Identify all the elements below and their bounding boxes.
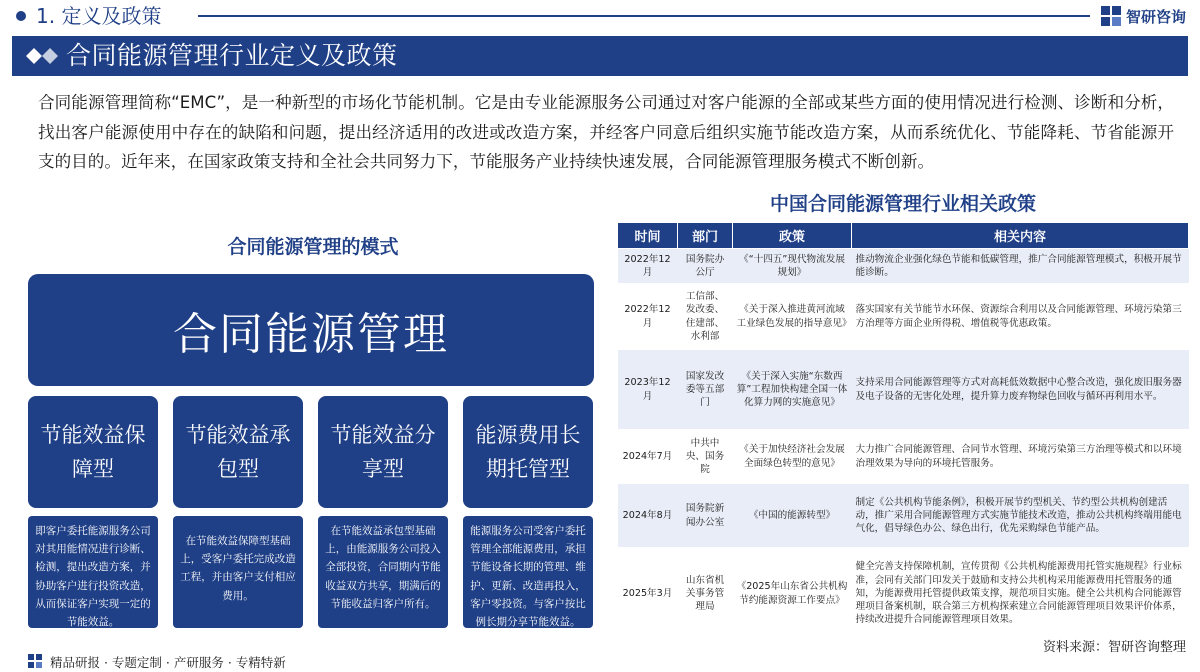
cell-content: 支持采用合同能源管理等方式对高耗低效数据中心整合改造，强化废旧服务器及电子设备的无害化处理，提升算力废弃物绿色回收与循环再利用水平。	[852, 350, 1189, 430]
table-row	[618, 484, 1189, 548]
footer-tagline: 精品研报 · 专题定制 · 产研服务 · 专精特新	[50, 655, 286, 670]
brand-logo-icon	[1100, 5, 1122, 27]
brand	[1100, 4, 1186, 28]
cell-time: 2025年3月	[618, 548, 678, 640]
mode-type-head	[463, 396, 593, 508]
cell-dept: 工信部、发改委、住建部、水利部	[678, 284, 733, 350]
cell-time: 2024年7月	[618, 430, 678, 484]
col-header-content: 相关内容	[852, 223, 1189, 249]
cell-content: 大力推广合同能源管理、合同节水管理、环境污染第三方治理等模式和以环境治理效果为导向的环境托管服务。	[852, 430, 1189, 484]
table-row	[618, 249, 1189, 284]
col-header-dept: 部门	[678, 223, 733, 249]
page-title: 合同能源管理行业定义及政策	[66, 41, 398, 70]
mode-type-desc: 能源服务公司受客户委托管理全部能源费用，承担节能设备长期的管理、维护、更新、改造再投入，客户零投资。与客户按比例长期分享节能效益。	[463, 516, 593, 628]
mode-type-name: 能源费用长期托管型	[475, 423, 581, 481]
table-row	[618, 430, 1189, 484]
header-divider	[198, 15, 1090, 17]
mode-type-head	[28, 396, 158, 508]
table-header-row	[618, 223, 1189, 249]
cell-policy: 《2025年山东省公共机构节约能源资源工作要点》	[733, 548, 852, 640]
mode-type-head	[173, 396, 303, 508]
cell-policy: 《中国的能源转型》	[733, 484, 852, 548]
title-banner	[12, 36, 1188, 76]
mode-type-contract	[173, 396, 303, 602]
table-row	[618, 350, 1189, 430]
cell-time: 2022年12月	[618, 284, 678, 350]
mode-type-name: 节能效益承包型	[185, 423, 291, 481]
mode-type-name: 节能效益保障型	[40, 423, 146, 481]
cell-dept: 国务院办公厅	[678, 249, 733, 284]
cell-policy: 《关于加快经济社会发展全面绿色转型的意见》	[733, 430, 852, 484]
mode-type-head	[318, 396, 448, 508]
cell-dept: 国家发改委等五部门	[678, 350, 733, 430]
cell-time: 2022年12月	[618, 249, 678, 284]
policy-table	[617, 222, 1189, 640]
cell-content: 制定《公共机构节能条例》，积极开展节约型机关、节约型公共机构创建活动，推广采用合同能源管理方式实施节能技术改造，推动公共机构终端用能电气化，倡导绿色办公、绿色出行，优先采购绿色节能产品。	[852, 484, 1189, 548]
cell-time: 2024年8月	[618, 484, 678, 548]
policy-table-title: 中国合同能源管理行业相关政策	[769, 193, 1036, 215]
section-bullet-icon	[16, 11, 26, 21]
mode-type-trusteeship	[463, 396, 593, 629]
cell-policy: 《关于深入推进黄河流域工业绿色发展的指导意见》	[733, 284, 852, 350]
mode-title: 合同能源管理的模式	[227, 236, 399, 258]
mode-type-guarantee	[28, 396, 158, 629]
cell-dept: 中共中央、国务院	[678, 430, 733, 484]
mode-main-label: 合同能源管理	[173, 309, 449, 360]
col-header-time: 时间	[618, 223, 678, 249]
brand-name: 智研咨询	[1125, 7, 1186, 26]
cell-policy: 《关于深入实施“东数西算”工程加快构建全国一体化算力网的实施意见》	[733, 350, 852, 430]
table-row	[618, 284, 1189, 350]
cell-dept: 国务院新闻办公室	[678, 484, 733, 548]
cell-content: 健全完善支持保障机制，宣传贯彻《公共机构能源费用托管实施规程》行业标准，会同有关部门印发关于鼓励和支持公共机构采用能源费用托管服务的通知，为能源费用托管提供政策支撑，规范项目实施。健全公共机构合同能源管理项目备案机制，联合第三方机构探索建立合同能源管理项目效果评价体系，持续改进提升合同能源管理项目效果。	[852, 548, 1189, 640]
source-note: 资料来源：智研咨询整理	[1042, 640, 1186, 655]
footer-logo-icon	[28, 654, 43, 669]
mode-type-desc: 在节能效益保障型基础上，受客户委托完成改造工程，并由客户支付相应费用。	[173, 516, 303, 628]
mode-type-share	[318, 396, 448, 610]
cell-content: 推动物流企业强化绿色节能和低碳管理，推广合同能源管理模式，积极开展节能诊断。	[852, 249, 1189, 284]
col-header-policy: 政策	[733, 223, 852, 249]
section-label: 1. 定义及政策	[36, 4, 162, 28]
footer	[0, 652, 1200, 672]
mode-type-desc: 在节能效益承包型基础上，由能源服务公司投入全部投资，合同期内节能收益双方共享，期满后的节能收益归客户所有。	[318, 516, 448, 628]
cell-time: 2023年12月	[618, 350, 678, 430]
mode-type-name: 节能效益分享型	[330, 423, 436, 481]
cell-policy: 《“十四五”现代物流发展规划》	[733, 249, 852, 284]
table-row	[618, 548, 1189, 640]
mode-main-box	[28, 274, 594, 386]
intro-paragraph: 合同能源管理简称“EMC”，是一种新型的市场化节能机制。它是由专业能源服务公司通过对客户能源的全部或某些方面的使用情况进行检测、诊断和分析，找出客户能源使用中存在的缺陷和问题，提出经济适用的改进或改造方案，并经客户同意后组织实施节能改造方案，从而系统优化、节能降耗、节省能源开支的目的。近年来，在国家政策支持和全社会共同努力下，节能服务产业持续快速发展，合同能源管理服务模式不断创新。	[38, 93, 1174, 171]
diamond-icon	[26, 48, 60, 64]
cell-content: 落实国家有关节能节水环保、资源综合利用以及合同能源管理、环境污染第三方治理等方面企业所得税、增值税等优惠政策。	[852, 284, 1189, 350]
cell-dept: 山东省机关事务管理局	[678, 548, 733, 640]
top-bar	[0, 0, 1200, 34]
mode-type-desc: 即客户委托能源服务公司对其用能情况进行诊断、检测，提出改造方案，并协助客户进行投资改造，从而保证客户实现一定的节能效益。	[28, 516, 158, 628]
